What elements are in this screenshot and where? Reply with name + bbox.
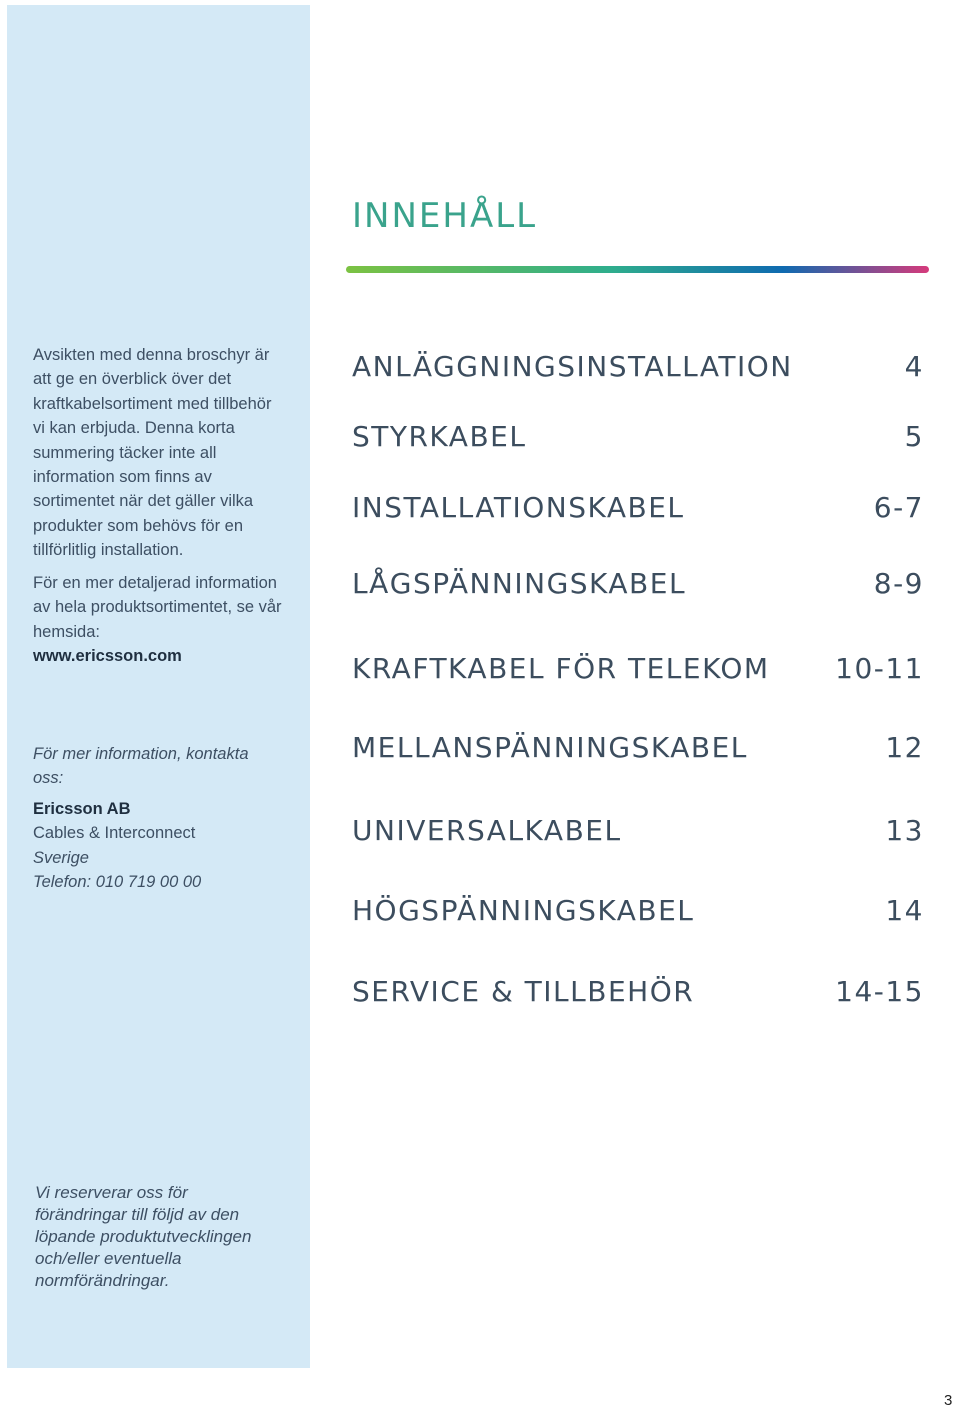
toc-label: KRAFTKABEL FÖR TELEKOM <box>352 652 770 685</box>
company-name: Ericsson AB <box>33 799 131 818</box>
disclaimer-text: Vi reserverar oss för förändringar till följd av den löpande produktutvecklingen och/eller eventuella normförändringar. <box>35 1183 252 1290</box>
more-info-paragraph <box>33 571 283 669</box>
toc-page: 8-9 <box>873 567 924 600</box>
toc-label: LÅGSPÄNNINGSKABEL <box>352 567 687 600</box>
toc-page: 13 <box>885 814 924 847</box>
toc-item[interactable] <box>352 652 924 685</box>
toc-item[interactable] <box>352 975 924 1008</box>
toc-page: 10-11 <box>835 652 924 685</box>
toc-label: STYRKABEL <box>352 420 527 453</box>
toc-item[interactable] <box>352 567 924 600</box>
title-underline-bar <box>346 266 929 273</box>
toc-page: 12 <box>885 731 924 764</box>
toc-page: 4 <box>904 350 924 383</box>
toc-page: 6-7 <box>873 491 924 524</box>
toc-label: INSTALLATIONSKABEL <box>352 491 685 524</box>
toc-label: HÖGSPÄNNINGSKABEL <box>352 894 695 927</box>
website-link[interactable]: www.ericsson.com <box>33 647 182 666</box>
contact-block <box>33 742 283 894</box>
intro-paragraph: Avsikten med denna broschyr är att ge en överblick över det kraftkabelsortiment med tillbehör vi kan erbjuda. Denna korta summering täcker inte all information som finns av sortimentet när det gäller vilka produkter som behövs för en tillförlitlig installation. <box>33 346 272 560</box>
toc-label: UNIVERSALKABEL <box>352 814 622 847</box>
info-sidebar <box>7 5 310 1368</box>
toc-label: MELLANSPÄNNINGSKABEL <box>352 731 748 764</box>
department-name: Cables & Interconnect <box>33 824 196 843</box>
toc-label: ANLÄGGNINGSINSTALLATION <box>352 350 793 383</box>
more-info-text: För en mer detaljerad information av hela produktsortimentet, se vår hemsida: <box>33 574 282 641</box>
page-title: INNEHÅLL <box>352 196 538 236</box>
toc-item[interactable] <box>352 350 924 383</box>
toc-item[interactable] <box>352 814 924 847</box>
toc-item[interactable] <box>352 491 924 524</box>
country-name: Sverige <box>33 848 89 867</box>
toc-label: SERVICE & TILLBEHÖR <box>352 975 695 1008</box>
page-number: 3 <box>944 1392 953 1409</box>
toc-page: 14 <box>885 894 924 927</box>
contact-intro: För mer information, kontakta oss: <box>33 745 249 788</box>
toc-item[interactable] <box>352 731 924 764</box>
phone-number: Telefon: 010 719 00 00 <box>33 873 202 892</box>
toc-item[interactable] <box>352 894 924 927</box>
toc-item[interactable] <box>352 420 924 453</box>
toc-page: 5 <box>904 420 924 453</box>
toc-page: 14-15 <box>835 975 924 1008</box>
